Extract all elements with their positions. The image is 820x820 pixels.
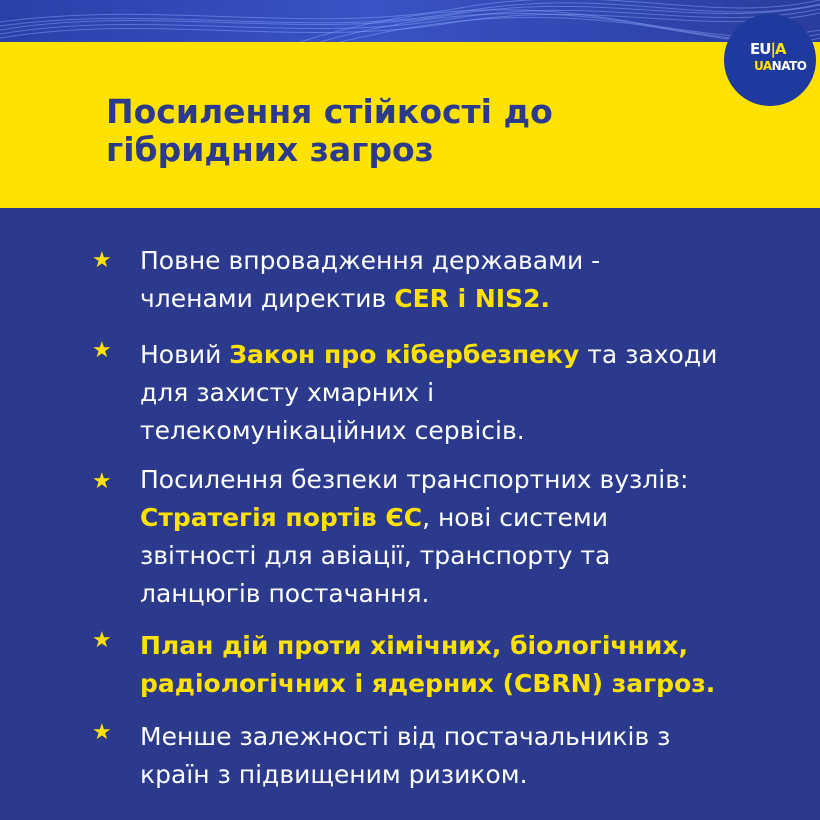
title-line-1: Посилення стійкості до [106,92,553,131]
star-icon: ★ [92,720,112,745]
eu-ua-nato-logo [724,14,816,106]
logo-line-2: UANATO [754,59,807,73]
star-icon: ★ [92,469,112,494]
wave-pattern-icon [0,0,820,42]
list-item-text: Менше залежності від постачальників з країн з підвищеним ризиком. [140,722,671,789]
star-icon: ★ [92,338,112,363]
star-icon: ★ [92,628,112,653]
decorative-wave-band [0,0,820,42]
list-item-text: Повне впровадження державами - членами директив CER і NIS2. [140,246,601,313]
list-item-text: Посилення безпеки транспортних вузлів: Стратегія портів ЄС, нові системи звітності для авіації, транспорту та ланцюгів постачання. [140,465,689,608]
list-item-text: Новий Закон про кібербезпеку та заходи для захисту хмарних і телекомунікаційних сервісів. [140,340,718,445]
page-title [106,93,706,169]
logo-line-1: EU|A [750,40,786,58]
title-line-2: гібридних загроз [106,130,434,169]
list-item-text: План дій проти хімічних, біологічних, радіологічних і ядерних (CBRN) загроз. [140,631,716,698]
star-icon: ★ [92,248,112,273]
